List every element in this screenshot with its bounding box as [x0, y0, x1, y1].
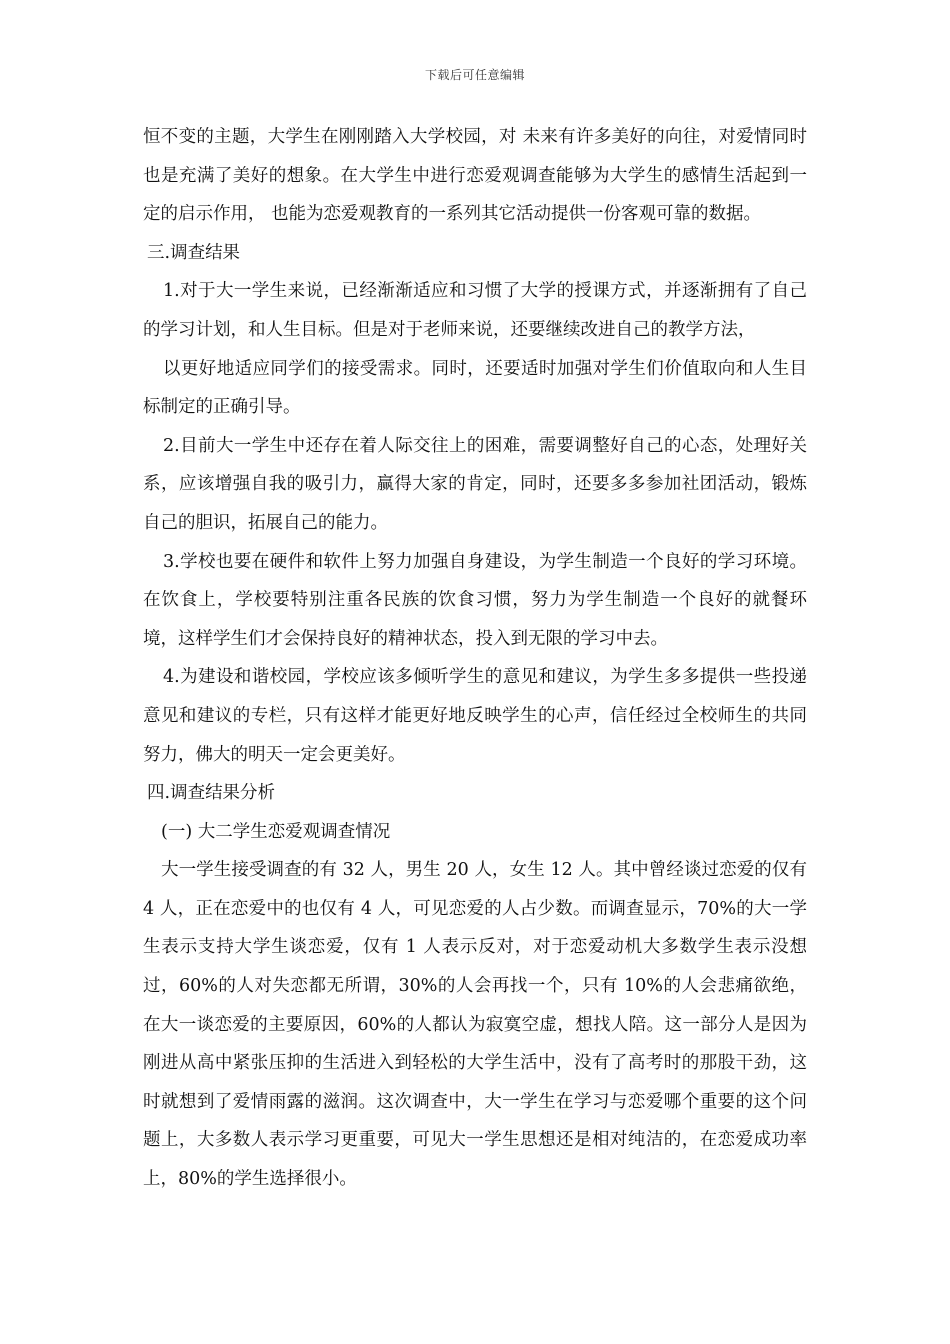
analysis-paragraph: 大一学生接受调查的有 32 人，男生 20 人，女生 12 人。其中曾经谈过恋爱的仅有 4 人，正在恋爱中的也仅有 4 人，可见恋爱的人占少数。而调查显示，70%的大一学生表示支持大学生谈恋爱，仅有 1 人表示反对，对于恋爱动机大多数学生表示没想过，60%的人对失恋都无所谓，30%的人会再找一个，只有 10%的人会悲痛欲绝，在大一谈恋爱的主要原因，60%的人都认为寂寞空虚，想找人陪。这一部分人是因为刚进从高中紧张压抑的生活进入到轻松的大学生活中，没有了高考时的那股干劲，这时就想到了爱情雨露的滋润。这次调查中，大一学生在学习与恋爱哪个重要的这个问题上，大多数人表示学习更重要，可见大一学生思想还是相对纯洁的，在恋爱成功率上，80%的学生选择很小。: [143, 860, 807, 1190]
page-header-note: 下载后可任意编辑: [424, 68, 525, 82]
intro-paragraph: 恒不变的主题，大学生在刚刚踏入大学校园，对 未来有许多美好的向往，对爱情同时也是充满了美好的想象。在大学生中进行恋爱观调查能够为大学生的感情生活起到一定的启示作用， 也能为恋爱观教育的一系列其它活动提供一份客观可靠的数据。: [143, 127, 807, 225]
subsection-heading: (一) 大二学生恋爱观调查情况: [161, 821, 391, 842]
result-item-1-continued: 以更好地适应同学们的接受需求。同时，还要适时加强对学生们价值取向和人生目标制定的正确引导。: [143, 358, 807, 418]
section-heading-results: 三.调查结果: [147, 242, 241, 263]
result-item-4: 4.为建设和谐校园，学校应该多倾听学生的意见和建议，为学生多多提供一些投递意见和建议的专栏，只有这样才能更好地反映学生的心声，信任经过全校师生的共同努力，佛大的明天一定会更美好。: [143, 667, 807, 765]
result-item-1: 1.对于大一学生来说，已经渐渐适应和习惯了大学的授课方式，并逐渐拥有了自己的学习计划，和人生目标。但是对于老师来说，还要继续改进自己的教学方法，: [143, 281, 807, 340]
result-item-3: 3.学校也要在硬件和软件上努力加强自身建设，为学生制造一个良好的学习环境。在饮食上，学校要特别注重各民族的饮食习惯，努力为学生制造一个良好的就餐环境，这样学生们才会保持良好的精神状态，投入到无限的学习中去。: [143, 551, 807, 649]
result-item-2: 2.目前大一学生中还存在着人际交往上的困难，需要调整好自己的心态，处理好关系，应该增强自我的吸引力，赢得大家的肯定，同时，还要多多参加社团活动，锻炼自己的胆识，拓展自己的能力。: [143, 435, 807, 533]
document-body: [143, 118, 807, 1199]
section-heading-analysis: 四.调查结果分析: [147, 783, 276, 804]
